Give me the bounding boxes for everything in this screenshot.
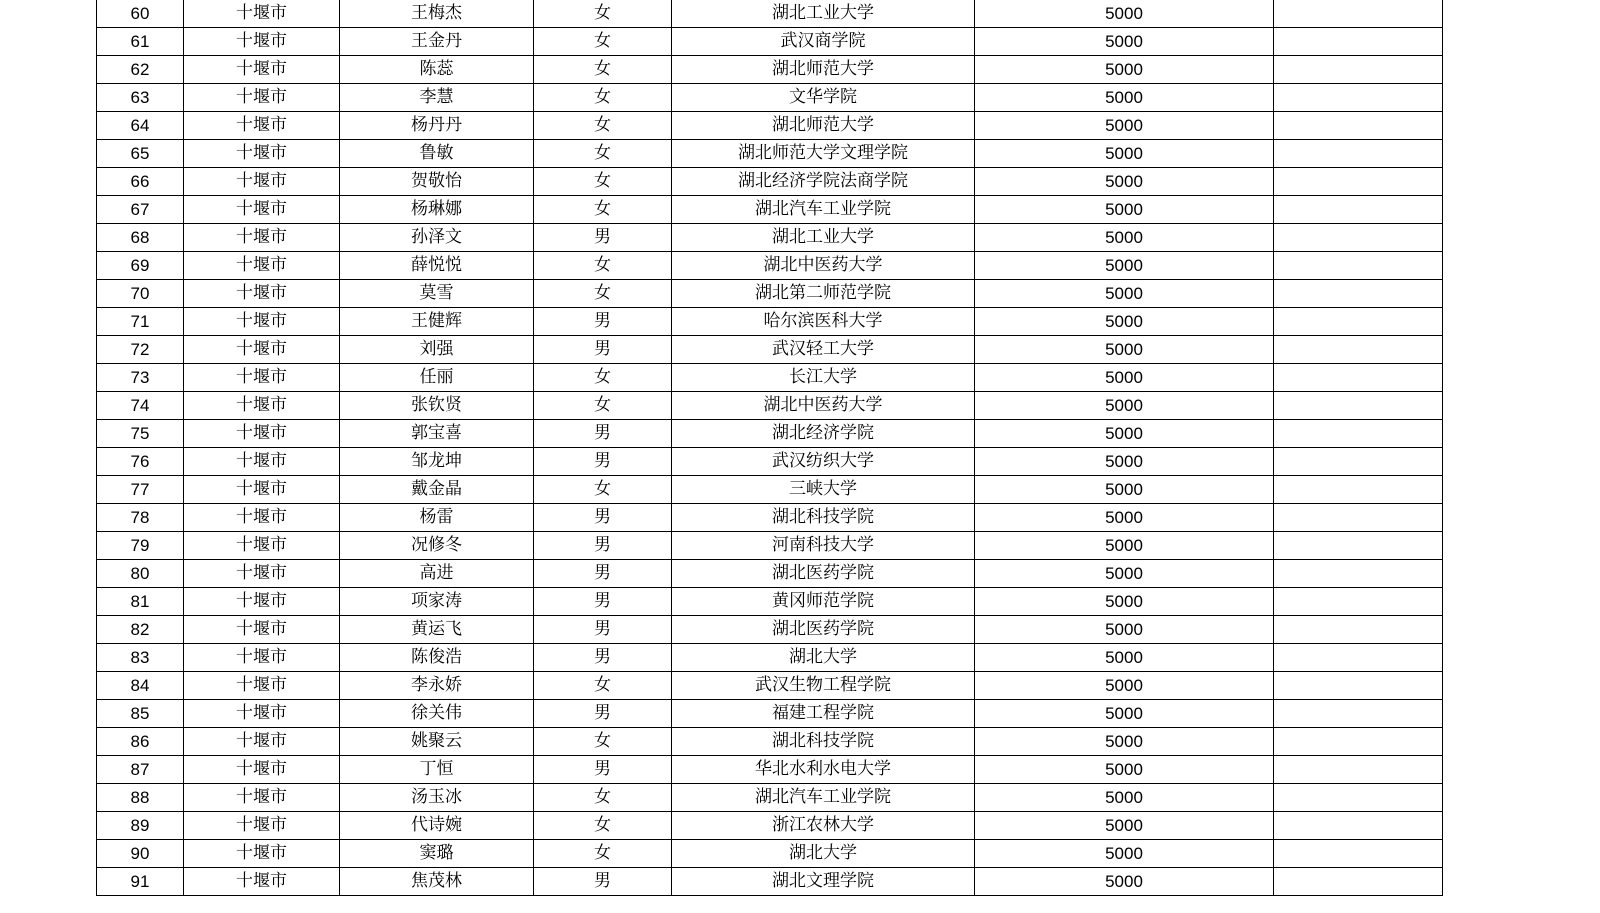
cell-student-name: 鲁敏 <box>340 140 534 168</box>
cell-seq-no: 73 <box>97 364 184 392</box>
cell-city: 十堰市 <box>184 196 340 224</box>
cell-note <box>1274 196 1443 224</box>
cell-gender: 男 <box>534 560 672 588</box>
cell-student-name: 项家涛 <box>340 588 534 616</box>
table-row <box>97 336 1443 364</box>
cell-school: 湖北汽车工业学院 <box>672 784 975 812</box>
cell-student-name: 王金丹 <box>340 28 534 56</box>
cell-amount: 5000 <box>975 448 1274 476</box>
cell-seq-no: 66 <box>97 168 184 196</box>
table-row <box>97 700 1443 728</box>
cell-gender: 女 <box>534 364 672 392</box>
cell-student-name: 高进 <box>340 560 534 588</box>
cell-gender: 女 <box>534 84 672 112</box>
cell-school: 湖北大学 <box>672 644 975 672</box>
cell-student-name: 丁恒 <box>340 756 534 784</box>
cell-student-name: 李慧 <box>340 84 534 112</box>
cell-city: 十堰市 <box>184 784 340 812</box>
cell-city: 十堰市 <box>184 28 340 56</box>
cell-seq-no: 86 <box>97 728 184 756</box>
cell-gender: 女 <box>534 112 672 140</box>
cell-student-name: 陈蕊 <box>340 56 534 84</box>
cell-seq-no: 78 <box>97 504 184 532</box>
table-row <box>97 364 1443 392</box>
cell-amount: 5000 <box>975 252 1274 280</box>
cell-school: 武汉商学院 <box>672 28 975 56</box>
cell-gender: 男 <box>534 224 672 252</box>
cell-school: 湖北工业大学 <box>672 0 975 28</box>
cell-seq-no: 74 <box>97 392 184 420</box>
cell-note <box>1274 56 1443 84</box>
cell-city: 十堰市 <box>184 644 340 672</box>
cell-gender: 男 <box>534 644 672 672</box>
cell-note <box>1274 392 1443 420</box>
table-row <box>97 280 1443 308</box>
cell-student-name: 杨雷 <box>340 504 534 532</box>
table-row <box>97 112 1443 140</box>
cell-school: 文华学院 <box>672 84 975 112</box>
table-row <box>97 672 1443 700</box>
cell-school: 黄冈师范学院 <box>672 588 975 616</box>
cell-school: 湖北中医药大学 <box>672 392 975 420</box>
cell-city: 十堰市 <box>184 224 340 252</box>
table-row <box>97 868 1443 896</box>
cell-city: 十堰市 <box>184 812 340 840</box>
cell-gender: 女 <box>534 476 672 504</box>
cell-note <box>1274 252 1443 280</box>
cell-student-name: 代诗婉 <box>340 812 534 840</box>
cell-amount: 5000 <box>975 616 1274 644</box>
table-row <box>97 168 1443 196</box>
cell-city: 十堰市 <box>184 0 340 28</box>
roster-table <box>96 0 1443 896</box>
cell-amount: 5000 <box>975 28 1274 56</box>
cell-seq-no: 90 <box>97 840 184 868</box>
cell-seq-no: 79 <box>97 532 184 560</box>
cell-school: 湖北第二师范学院 <box>672 280 975 308</box>
table-row <box>97 504 1443 532</box>
cell-city: 十堰市 <box>184 168 340 196</box>
cell-student-name: 王梅杰 <box>340 0 534 28</box>
cell-student-name: 郭宝喜 <box>340 420 534 448</box>
cell-gender: 男 <box>534 588 672 616</box>
cell-note <box>1274 700 1443 728</box>
cell-amount: 5000 <box>975 112 1274 140</box>
cell-school: 武汉生物工程学院 <box>672 672 975 700</box>
cell-student-name: 徐关伟 <box>340 700 534 728</box>
cell-seq-no: 60 <box>97 0 184 28</box>
cell-seq-no: 62 <box>97 56 184 84</box>
cell-city: 十堰市 <box>184 280 340 308</box>
cell-gender: 女 <box>534 196 672 224</box>
cell-amount: 5000 <box>975 336 1274 364</box>
cell-seq-no: 89 <box>97 812 184 840</box>
cell-seq-no: 71 <box>97 308 184 336</box>
cell-seq-no: 85 <box>97 700 184 728</box>
cell-school: 湖北师范大学 <box>672 112 975 140</box>
cell-city: 十堰市 <box>184 868 340 896</box>
table-row <box>97 476 1443 504</box>
cell-amount: 5000 <box>975 700 1274 728</box>
cell-city: 十堰市 <box>184 448 340 476</box>
cell-amount: 5000 <box>975 364 1274 392</box>
cell-amount: 5000 <box>975 392 1274 420</box>
cell-seq-no: 82 <box>97 616 184 644</box>
cell-city: 十堰市 <box>184 728 340 756</box>
cell-note <box>1274 812 1443 840</box>
cell-seq-no: 91 <box>97 868 184 896</box>
cell-amount: 5000 <box>975 420 1274 448</box>
cell-student-name: 任丽 <box>340 364 534 392</box>
cell-school: 浙江农林大学 <box>672 812 975 840</box>
cell-seq-no: 84 <box>97 672 184 700</box>
cell-note <box>1274 532 1443 560</box>
cell-amount: 5000 <box>975 0 1274 28</box>
cell-amount: 5000 <box>975 504 1274 532</box>
cell-gender: 女 <box>534 728 672 756</box>
cell-city: 十堰市 <box>184 756 340 784</box>
cell-gender: 女 <box>534 252 672 280</box>
cell-note <box>1274 588 1443 616</box>
table-row <box>97 0 1443 28</box>
cell-seq-no: 64 <box>97 112 184 140</box>
cell-seq-no: 69 <box>97 252 184 280</box>
cell-school: 湖北师范大学文理学院 <box>672 140 975 168</box>
cell-school: 湖北汽车工业学院 <box>672 196 975 224</box>
cell-amount: 5000 <box>975 140 1274 168</box>
cell-school: 福建工程学院 <box>672 700 975 728</box>
cell-student-name: 窦璐 <box>340 840 534 868</box>
cell-city: 十堰市 <box>184 84 340 112</box>
cell-note <box>1274 756 1443 784</box>
cell-student-name: 李永娇 <box>340 672 534 700</box>
cell-note <box>1274 364 1443 392</box>
cell-gender: 男 <box>534 756 672 784</box>
table-row <box>97 420 1443 448</box>
cell-school: 湖北大学 <box>672 840 975 868</box>
cell-note <box>1274 0 1443 28</box>
table-row <box>97 784 1443 812</box>
table-row <box>97 644 1443 672</box>
cell-amount: 5000 <box>975 280 1274 308</box>
table-row <box>97 616 1443 644</box>
roster-sheet <box>96 0 1442 896</box>
cell-city: 十堰市 <box>184 308 340 336</box>
cell-city: 十堰市 <box>184 336 340 364</box>
cell-note <box>1274 84 1443 112</box>
cell-note <box>1274 784 1443 812</box>
cell-amount: 5000 <box>975 560 1274 588</box>
table-row <box>97 532 1443 560</box>
cell-school: 河南科技大学 <box>672 532 975 560</box>
cell-note <box>1274 28 1443 56</box>
cell-gender: 男 <box>534 532 672 560</box>
cell-school: 武汉纺织大学 <box>672 448 975 476</box>
cell-school: 长江大学 <box>672 364 975 392</box>
cell-school: 湖北中医药大学 <box>672 252 975 280</box>
cell-gender: 男 <box>534 616 672 644</box>
cell-city: 十堰市 <box>184 616 340 644</box>
cell-seq-no: 67 <box>97 196 184 224</box>
cell-amount: 5000 <box>975 588 1274 616</box>
cell-note <box>1274 280 1443 308</box>
cell-city: 十堰市 <box>184 700 340 728</box>
cell-note <box>1274 868 1443 896</box>
table-row <box>97 392 1443 420</box>
cell-student-name: 姚聚云 <box>340 728 534 756</box>
table-row <box>97 140 1443 168</box>
cell-seq-no: 80 <box>97 560 184 588</box>
cell-seq-no: 76 <box>97 448 184 476</box>
cell-amount: 5000 <box>975 168 1274 196</box>
cell-gender: 女 <box>534 28 672 56</box>
cell-student-name: 莫雪 <box>340 280 534 308</box>
cell-note <box>1274 728 1443 756</box>
roster-body <box>97 0 1443 896</box>
cell-gender: 女 <box>534 840 672 868</box>
cell-amount: 5000 <box>975 84 1274 112</box>
cell-gender: 女 <box>534 56 672 84</box>
cell-amount: 5000 <box>975 224 1274 252</box>
cell-amount: 5000 <box>975 756 1274 784</box>
table-row <box>97 560 1443 588</box>
table-row <box>97 84 1443 112</box>
table-row <box>97 448 1443 476</box>
cell-gender: 男 <box>534 868 672 896</box>
table-row <box>97 812 1443 840</box>
cell-city: 十堰市 <box>184 420 340 448</box>
cell-note <box>1274 560 1443 588</box>
cell-note <box>1274 476 1443 504</box>
cell-gender: 女 <box>534 0 672 28</box>
cell-school: 湖北师范大学 <box>672 56 975 84</box>
cell-city: 十堰市 <box>184 672 340 700</box>
cell-amount: 5000 <box>975 56 1274 84</box>
cell-seq-no: 68 <box>97 224 184 252</box>
cell-seq-no: 88 <box>97 784 184 812</box>
cell-amount: 5000 <box>975 644 1274 672</box>
cell-gender: 男 <box>534 420 672 448</box>
cell-gender: 女 <box>534 140 672 168</box>
cell-student-name: 薛悦悦 <box>340 252 534 280</box>
cell-city: 十堰市 <box>184 504 340 532</box>
cell-city: 十堰市 <box>184 252 340 280</box>
cell-amount: 5000 <box>975 476 1274 504</box>
cell-amount: 5000 <box>975 532 1274 560</box>
cell-note <box>1274 308 1443 336</box>
cell-student-name: 陈俊浩 <box>340 644 534 672</box>
cell-school: 湖北工业大学 <box>672 224 975 252</box>
cell-city: 十堰市 <box>184 560 340 588</box>
cell-school: 湖北医药学院 <box>672 616 975 644</box>
cell-city: 十堰市 <box>184 56 340 84</box>
cell-amount: 5000 <box>975 868 1274 896</box>
cell-gender: 女 <box>534 280 672 308</box>
cell-student-name: 焦茂林 <box>340 868 534 896</box>
cell-amount: 5000 <box>975 308 1274 336</box>
cell-gender: 女 <box>534 812 672 840</box>
cell-student-name: 贺敬怡 <box>340 168 534 196</box>
cell-gender: 男 <box>534 336 672 364</box>
cell-student-name: 杨琳娜 <box>340 196 534 224</box>
cell-gender: 男 <box>534 700 672 728</box>
cell-seq-no: 70 <box>97 280 184 308</box>
cell-seq-no: 61 <box>97 28 184 56</box>
cell-seq-no: 65 <box>97 140 184 168</box>
cell-note <box>1274 644 1443 672</box>
cell-note <box>1274 336 1443 364</box>
table-row <box>97 224 1443 252</box>
table-row <box>97 28 1443 56</box>
cell-school: 湖北医药学院 <box>672 560 975 588</box>
cell-school: 湖北科技学院 <box>672 728 975 756</box>
cell-gender: 女 <box>534 784 672 812</box>
cell-student-name: 刘强 <box>340 336 534 364</box>
table-row <box>97 728 1443 756</box>
cell-note <box>1274 112 1443 140</box>
cell-seq-no: 83 <box>97 644 184 672</box>
table-row <box>97 756 1443 784</box>
cell-gender: 女 <box>534 672 672 700</box>
cell-gender: 女 <box>534 392 672 420</box>
table-row <box>97 252 1443 280</box>
cell-student-name: 汤玉冰 <box>340 784 534 812</box>
cell-note <box>1274 616 1443 644</box>
cell-student-name: 王健辉 <box>340 308 534 336</box>
cell-amount: 5000 <box>975 840 1274 868</box>
cell-school: 哈尔滨医科大学 <box>672 308 975 336</box>
cell-seq-no: 72 <box>97 336 184 364</box>
cell-school: 湖北科技学院 <box>672 504 975 532</box>
cell-city: 十堰市 <box>184 140 340 168</box>
cell-school: 湖北文理学院 <box>672 868 975 896</box>
cell-note <box>1274 420 1443 448</box>
cell-gender: 男 <box>534 504 672 532</box>
cell-student-name: 邹龙坤 <box>340 448 534 476</box>
cell-gender: 男 <box>534 308 672 336</box>
cell-amount: 5000 <box>975 728 1274 756</box>
cell-amount: 5000 <box>975 812 1274 840</box>
cell-note <box>1274 168 1443 196</box>
cell-note <box>1274 448 1443 476</box>
cell-student-name: 黄运飞 <box>340 616 534 644</box>
cell-amount: 5000 <box>975 672 1274 700</box>
cell-city: 十堰市 <box>184 112 340 140</box>
cell-note <box>1274 672 1443 700</box>
table-row <box>97 196 1443 224</box>
cell-school: 湖北经济学院法商学院 <box>672 168 975 196</box>
cell-school: 华北水利水电大学 <box>672 756 975 784</box>
cell-note <box>1274 840 1443 868</box>
cell-school: 三峡大学 <box>672 476 975 504</box>
cell-gender: 男 <box>534 448 672 476</box>
cell-note <box>1274 224 1443 252</box>
cell-student-name: 况修冬 <box>340 532 534 560</box>
table-row <box>97 588 1443 616</box>
cell-city: 十堰市 <box>184 532 340 560</box>
cell-seq-no: 63 <box>97 84 184 112</box>
cell-city: 十堰市 <box>184 364 340 392</box>
cell-city: 十堰市 <box>184 392 340 420</box>
cell-city: 十堰市 <box>184 588 340 616</box>
cell-student-name: 戴金晶 <box>340 476 534 504</box>
table-row <box>97 840 1443 868</box>
cell-city: 十堰市 <box>184 840 340 868</box>
cell-amount: 5000 <box>975 784 1274 812</box>
cell-student-name: 杨丹丹 <box>340 112 534 140</box>
cell-amount: 5000 <box>975 196 1274 224</box>
cell-seq-no: 87 <box>97 756 184 784</box>
cell-seq-no: 75 <box>97 420 184 448</box>
cell-seq-no: 81 <box>97 588 184 616</box>
cell-school: 湖北经济学院 <box>672 420 975 448</box>
cell-seq-no: 77 <box>97 476 184 504</box>
cell-gender: 女 <box>534 168 672 196</box>
table-row <box>97 308 1443 336</box>
cell-student-name: 张钦贤 <box>340 392 534 420</box>
cell-city: 十堰市 <box>184 476 340 504</box>
table-row <box>97 56 1443 84</box>
cell-student-name: 孙泽文 <box>340 224 534 252</box>
cell-note <box>1274 504 1443 532</box>
cell-note <box>1274 140 1443 168</box>
cell-school: 武汉轻工大学 <box>672 336 975 364</box>
